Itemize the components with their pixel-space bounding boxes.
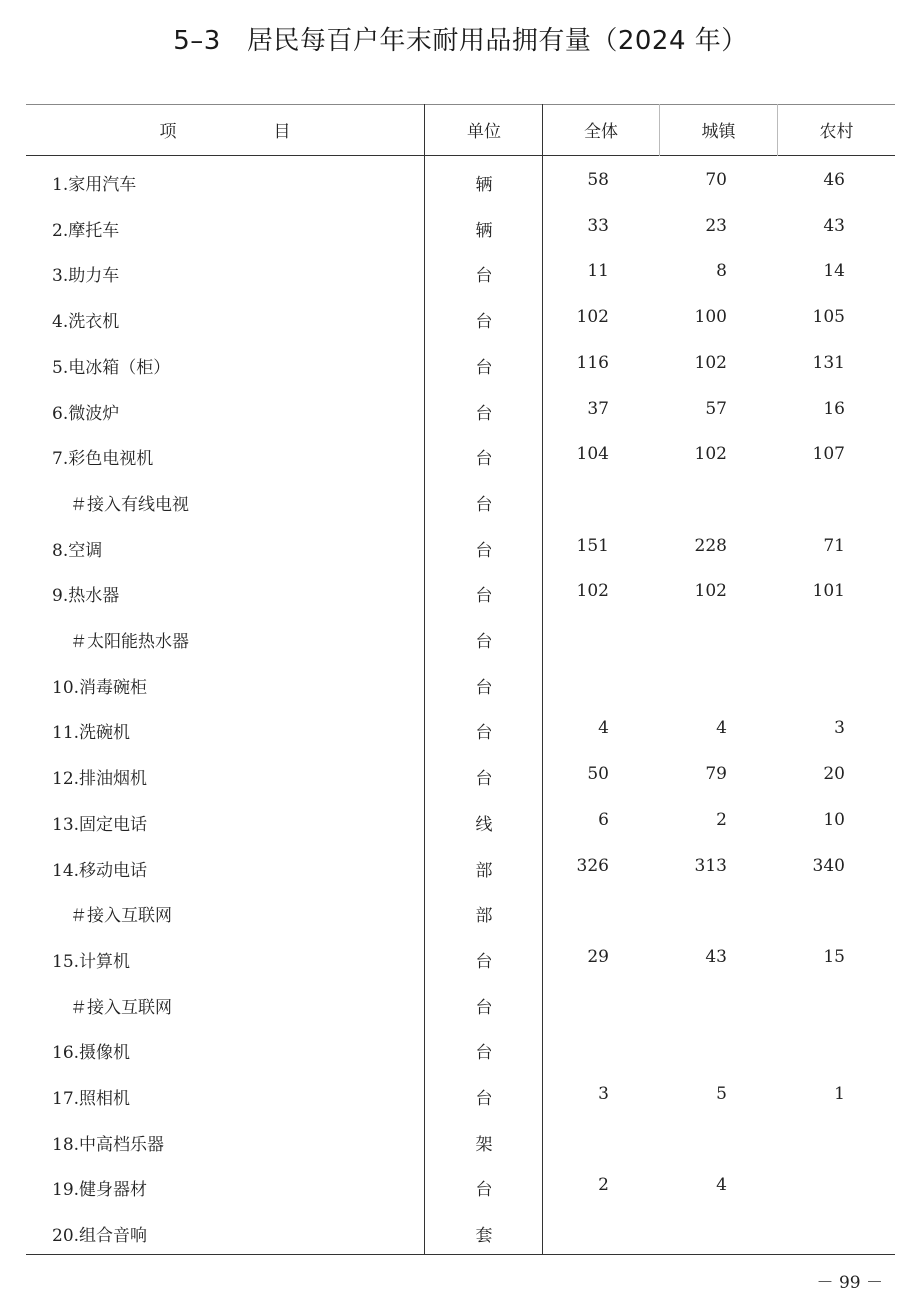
row-value-rural: 16 bbox=[823, 399, 845, 419]
row-value-total: 29 bbox=[587, 947, 609, 967]
row-value-urban: 5 bbox=[716, 1084, 727, 1104]
row-value-rural: 14 bbox=[823, 261, 845, 281]
row-unit: 台 bbox=[475, 1043, 493, 1063]
row-value-urban: 102 bbox=[694, 353, 727, 373]
row-unit: 台 bbox=[475, 266, 493, 286]
row-item-name: 4.洗衣机 bbox=[52, 312, 120, 332]
row-item-name: 13.固定电话 bbox=[52, 815, 148, 835]
row-value-urban: 79 bbox=[705, 764, 727, 784]
row-value-rural: 1 bbox=[834, 1084, 845, 1104]
row-unit: 部 bbox=[475, 906, 493, 926]
row-item-name: 18.中高档乐器 bbox=[52, 1135, 165, 1155]
row-value-urban: 100 bbox=[694, 307, 727, 327]
row-value-urban: 228 bbox=[694, 536, 727, 556]
row-value-total: 4 bbox=[598, 718, 609, 738]
page-number: － 99 － bbox=[816, 1273, 883, 1293]
row-value-total: 102 bbox=[576, 581, 609, 601]
row-value-rural: 71 bbox=[823, 536, 845, 556]
row-unit: 台 bbox=[475, 358, 493, 378]
row-value-total: 37 bbox=[587, 399, 609, 419]
row-unit: 套 bbox=[475, 1226, 493, 1246]
row-value-urban: 70 bbox=[705, 170, 727, 190]
row-item-name: ＃接入互联网 bbox=[70, 906, 172, 926]
row-value-rural: 340 bbox=[812, 856, 845, 876]
row-unit: 台 bbox=[475, 495, 493, 515]
row-value-urban: 102 bbox=[694, 581, 727, 601]
row-value-total: 11 bbox=[587, 261, 609, 281]
row-value-rural: 131 bbox=[812, 353, 845, 373]
table-bottom-rule bbox=[26, 1254, 895, 1255]
row-item-name: 10.消毒碗柜 bbox=[52, 678, 148, 698]
row-value-total: 3 bbox=[598, 1084, 609, 1104]
row-item-name: 11.洗碗机 bbox=[52, 723, 131, 743]
row-unit: 辆 bbox=[475, 175, 493, 195]
row-unit: 架 bbox=[475, 1135, 493, 1155]
row-unit: 台 bbox=[475, 449, 493, 469]
header-unit: 单位 bbox=[467, 122, 501, 142]
row-item-name: 16.摄像机 bbox=[52, 1043, 131, 1063]
row-unit: 台 bbox=[475, 769, 493, 789]
row-value-urban: 57 bbox=[705, 399, 727, 419]
row-value-urban: 23 bbox=[705, 216, 727, 236]
row-item-name: 2.摩托车 bbox=[52, 221, 120, 241]
row-unit: 台 bbox=[475, 723, 493, 743]
row-value-rural: 101 bbox=[812, 581, 845, 601]
row-value-urban: 313 bbox=[694, 856, 727, 876]
row-unit: 台 bbox=[475, 404, 493, 424]
row-item-name: ＃接入互联网 bbox=[70, 998, 172, 1018]
row-unit: 台 bbox=[475, 1180, 493, 1200]
row-value-rural: 10 bbox=[823, 810, 845, 830]
row-unit: 台 bbox=[475, 312, 493, 332]
row-value-total: 58 bbox=[587, 170, 609, 190]
row-item-name: 9.热水器 bbox=[52, 586, 120, 606]
row-value-total: 102 bbox=[576, 307, 609, 327]
header-item-left: 项 bbox=[159, 122, 177, 142]
row-unit: 台 bbox=[475, 541, 493, 561]
row-value-total: 2 bbox=[598, 1175, 609, 1195]
row-value-rural: 3 bbox=[834, 718, 845, 738]
header-rural: 农村 bbox=[819, 122, 854, 142]
row-unit: 台 bbox=[475, 632, 493, 652]
row-value-rural: 105 bbox=[812, 307, 845, 327]
row-value-urban: 4 bbox=[716, 1175, 727, 1195]
row-item-name: ＃太阳能热水器 bbox=[70, 632, 189, 652]
row-value-rural: 43 bbox=[823, 216, 845, 236]
header-urban: 城镇 bbox=[701, 122, 736, 142]
row-item-name: ＃接入有线电视 bbox=[70, 495, 189, 515]
row-unit: 部 bbox=[475, 861, 493, 881]
table-number: 5–3 bbox=[173, 26, 221, 56]
table-title: 居民每百户年末耐用品拥有量（2024 年） bbox=[246, 26, 748, 56]
row-unit: 台 bbox=[475, 586, 493, 606]
row-item-name: 8.空调 bbox=[52, 541, 103, 561]
row-item-name: 19.健身器材 bbox=[52, 1180, 148, 1200]
header-total: 全体 bbox=[584, 122, 618, 142]
column-divider-unit bbox=[424, 104, 425, 1255]
row-item-name: 6.微波炉 bbox=[52, 404, 120, 424]
row-value-total: 50 bbox=[587, 764, 609, 784]
row-item-name: 7.彩色电视机 bbox=[52, 449, 154, 469]
row-unit: 台 bbox=[475, 998, 493, 1018]
row-item-name: 1.家用汽车 bbox=[52, 175, 137, 195]
page-title bbox=[0, 20, 921, 57]
row-item-name: 12.排油烟机 bbox=[52, 769, 148, 789]
row-unit: 辆 bbox=[475, 221, 493, 241]
row-item-name: 20.组合音响 bbox=[52, 1226, 148, 1246]
row-value-urban: 4 bbox=[716, 718, 727, 738]
row-value-rural: 15 bbox=[823, 947, 845, 967]
row-value-urban: 2 bbox=[716, 810, 727, 830]
row-value-total: 33 bbox=[587, 216, 609, 236]
row-unit: 台 bbox=[475, 678, 493, 698]
row-value-total: 151 bbox=[576, 536, 609, 556]
header-item-right: 目 bbox=[273, 122, 291, 142]
row-unit: 台 bbox=[475, 952, 493, 972]
row-value-total: 116 bbox=[576, 353, 609, 373]
row-item-name: 14.移动电话 bbox=[52, 861, 148, 881]
row-item-name: 15.计算机 bbox=[52, 952, 131, 972]
row-unit: 台 bbox=[475, 1089, 493, 1109]
row-value-urban: 102 bbox=[694, 444, 727, 464]
row-value-total: 6 bbox=[598, 810, 609, 830]
row-item-name: 3.助力车 bbox=[52, 266, 120, 286]
row-value-urban: 8 bbox=[716, 261, 727, 281]
row-value-total: 326 bbox=[576, 856, 609, 876]
row-item-name: 5.电冰箱（柜） bbox=[52, 358, 171, 378]
table-top-rule bbox=[26, 104, 895, 105]
row-unit: 线 bbox=[475, 815, 493, 835]
header-bottom-rule bbox=[26, 155, 895, 156]
row-value-rural: 46 bbox=[823, 170, 845, 190]
row-value-rural: 20 bbox=[823, 764, 845, 784]
row-value-rural: 107 bbox=[812, 444, 845, 464]
row-value-urban: 43 bbox=[705, 947, 727, 967]
row-value-total: 104 bbox=[576, 444, 609, 464]
row-item-name: 17.照相机 bbox=[52, 1089, 131, 1109]
